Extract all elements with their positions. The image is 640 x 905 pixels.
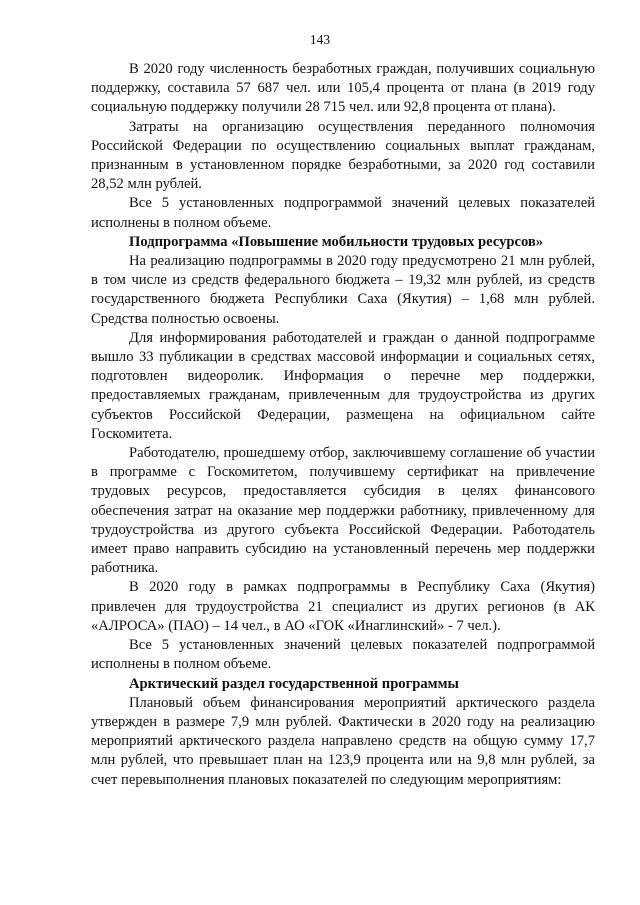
paragraph-mobility-information: Для информирования работодателей и граждан о данной подпрограмме вышло 33 публикации в средствах массовой информации и социальных сетях, подготовлен видеоролик. Информация о перечне мер поддержки, предоставляемых гражданам, привлеченным для трудоустройства из других субъектов Российской Федерации, размещена на официальном сайте Госкомитета. xyxy=(91,329,595,442)
paragraph-mobility-indicators: Все 5 установленных значений целевых показателей подпрограммой исполнены в полном объеме. xyxy=(91,637,595,673)
paragraph-unemployed-support: В 2020 году численность безработных граждан, получивших социальную поддержку, составила 57 687 чел. или 105,4 процента от плана (в 2019 году социальную поддержку получили 28 715 чел. или 92,8 процента от плана). xyxy=(91,61,595,116)
page-number: 143 xyxy=(309,32,331,47)
paragraph-social-payments-costs: Затраты на организацию осуществления переданного полномочия Российской Федерации по осуществлению социальных выплат гражданам, признанным в установленном порядке безработными, за 2020 год составили 28,52 млн рублей. xyxy=(91,118,595,193)
paragraph-specialists-attracted: В 2020 году в рамках подпрограммы в Республику Саха (Якутия) привлечен для трудоустройства 21 специалист из других регионов (в АК «АЛРОСА» (ПАО) – 14 чел., в АО «ГОК «Инаглинский» - 7 чел.). xyxy=(91,579,595,634)
document-body xyxy=(91,60,595,790)
paragraph-employer-subsidy: Работодателю, прошедшему отбор, заключившему соглашение об участии в программе с Госкомитетом, получившему сертификат на привлечение трудовых ресурсов, предоставляется субсидия в целях финансового обеспечения затрат на оказание мер поддержки работнику, привлеченному для трудоустройства из другого субъекта Российской Федерации. Работодатель имеет право направить субсидию на установленный перечень мер поддержки работника. xyxy=(91,445,595,577)
paragraph-mobility-funding: На реализацию подпрограммы в 2020 году предусмотрено 21 млн рублей, в том числе из средств федерального бюджета – 19,32 млн рублей, из средств государственного бюджета Республики Саха (Якутия) – 1,68 млн рублей. Средства полностью освоены. xyxy=(91,253,595,327)
paragraph-indicators-fulfilled: Все 5 установленных подпрограммой значений целевых показателей исполнены в полном объеме. xyxy=(91,195,595,231)
heading-arctic-section: Арктический раздел государственной программы xyxy=(129,675,459,692)
paragraph-arctic-funding: Плановый объем финансирования мероприятий арктического раздела утвержден в размере 7,9 млн рублей. Фактически в 2020 году на реализацию мероприятий арктического раздела направлено средств на общую сумму 17,7 млн рублей, что превышает план на 123,9 процента или на 9,8 млн рублей, за счет перевыполнения плановых показателей по следующим мероприятиям: xyxy=(91,694,595,788)
heading-mobility-subprogram: Подпрограмма «Повышение мобильности трудовых ресурсов» xyxy=(129,233,544,250)
